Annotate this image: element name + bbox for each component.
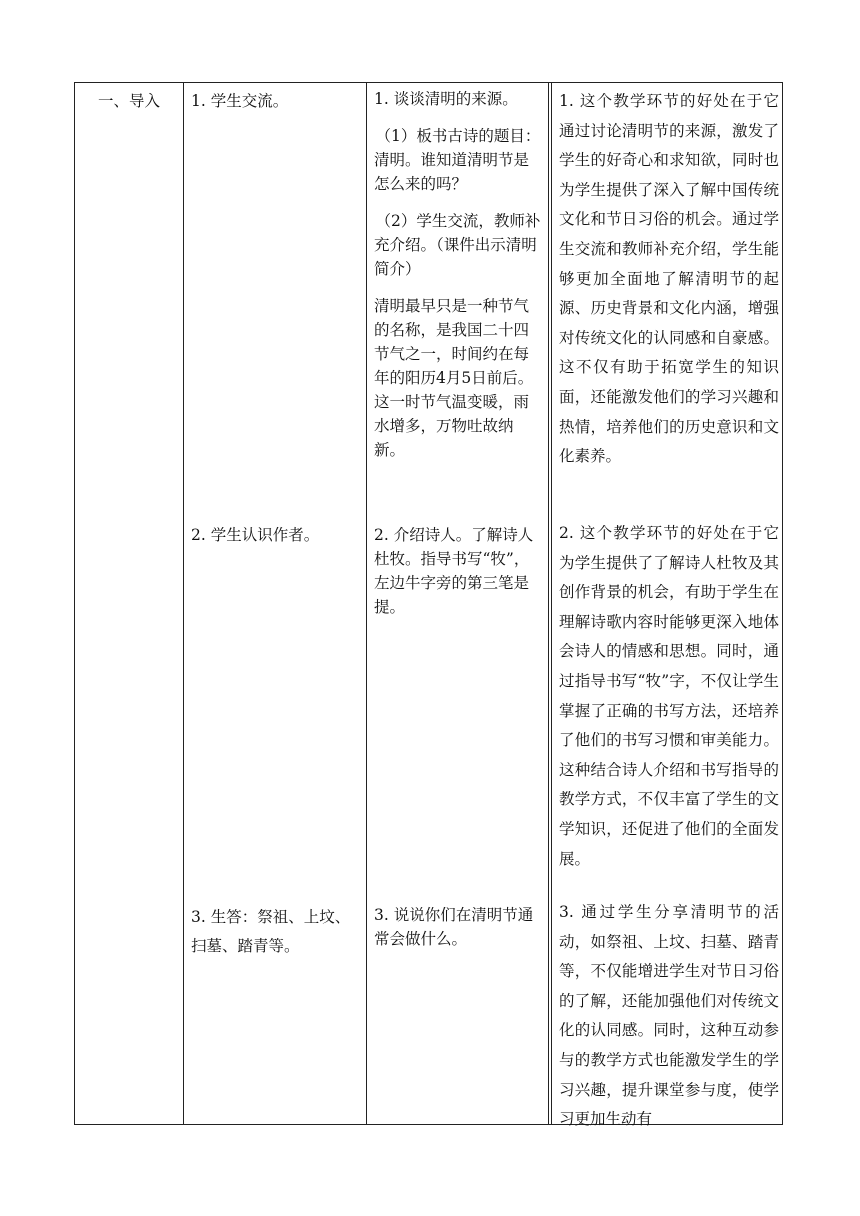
column-divider <box>366 83 367 1124</box>
teacher-activity-3: 3. 说说你们在清明节通常会做什么。 <box>374 906 534 948</box>
teacher-activity-2: 2. 介绍诗人。了解诗人杜牧。指导书写“牧”，左边牛字旁的第三笔是提。 <box>374 526 534 616</box>
teacher-activity-1-heading: 1. 谈谈清明的来源。 <box>374 90 518 108</box>
column-divider <box>548 83 549 1124</box>
teacher-activity-1-step1: （1）板书古诗的题目：清明。谁知道清明节是怎么来的吗？ <box>374 127 541 193</box>
design-intent-2: 2. 这个教学环节的好处在于它为学生提供了了解诗人杜牧及其创作背景的机会，有助于学生在理解诗歌内容时能够更深入地体会诗人的情感和思想。同时，通过指导书写“牧”字，不仅让学生掌握了正确的书写方法，还培养了他们的书写习惯和审美能力。这种结合诗人介绍和书写指导的教学方式，不仅丰富了学生的文学知识，还促进了他们的全面发展。 <box>559 524 779 868</box>
column-divider <box>183 83 184 1124</box>
design-intent-3: 3. 通过学生分享清明节的活动，如祭祖、上坟、扫墓、踏青等，不仅能增进学生对节日习俗的了解，还能加强他们对传统文化的认同感。同时，这种互动参与的教学方式也能激发学生的学习兴趣，提升课堂参与度，使学习更加生动有 <box>559 903 779 1129</box>
design-intent-1: 1. 这个教学环节的好处在于它通过讨论清明节的来源，激发了学生的好奇心和求知欲，同时也为学生提供了深入了解中国传统文化和节日习俗的机会。通过学生交流和教师补充介绍，学生能够更加全面地了解清明节的起源、历史背景和文化内涵，增强对传统文化的认同感和自豪感。这不仅有助于拓宽学生的知识面，还能激发他们的学习兴趣和热情，培养他们的历史意识和文化素养。 <box>559 92 779 466</box>
teacher-activity-1 <box>374 87 544 462</box>
section-label: 一、导入 <box>97 92 160 110</box>
student-activity-2: 2. 学生认识作者。 <box>191 526 320 544</box>
teacher-activity-1-step2: （2）学生交流，教师补充介绍。（课件出示清明简介） <box>374 212 541 278</box>
student-activity-3: 3. 生答：祭祖、上坟、扫墓、踏青等。 <box>191 908 351 955</box>
column-divider <box>551 83 552 1124</box>
lesson-plan-table <box>74 82 783 1129</box>
student-activity-1: 1. 学生交流。 <box>191 92 289 110</box>
teacher-activity-1-intro: 清明最早只是一种节气的名称，是我国二十四节气之一，时间约在每年的阳历4月5日前后。这一时节气温变暖，雨水增多，万物吐故纳新。 <box>374 297 534 459</box>
